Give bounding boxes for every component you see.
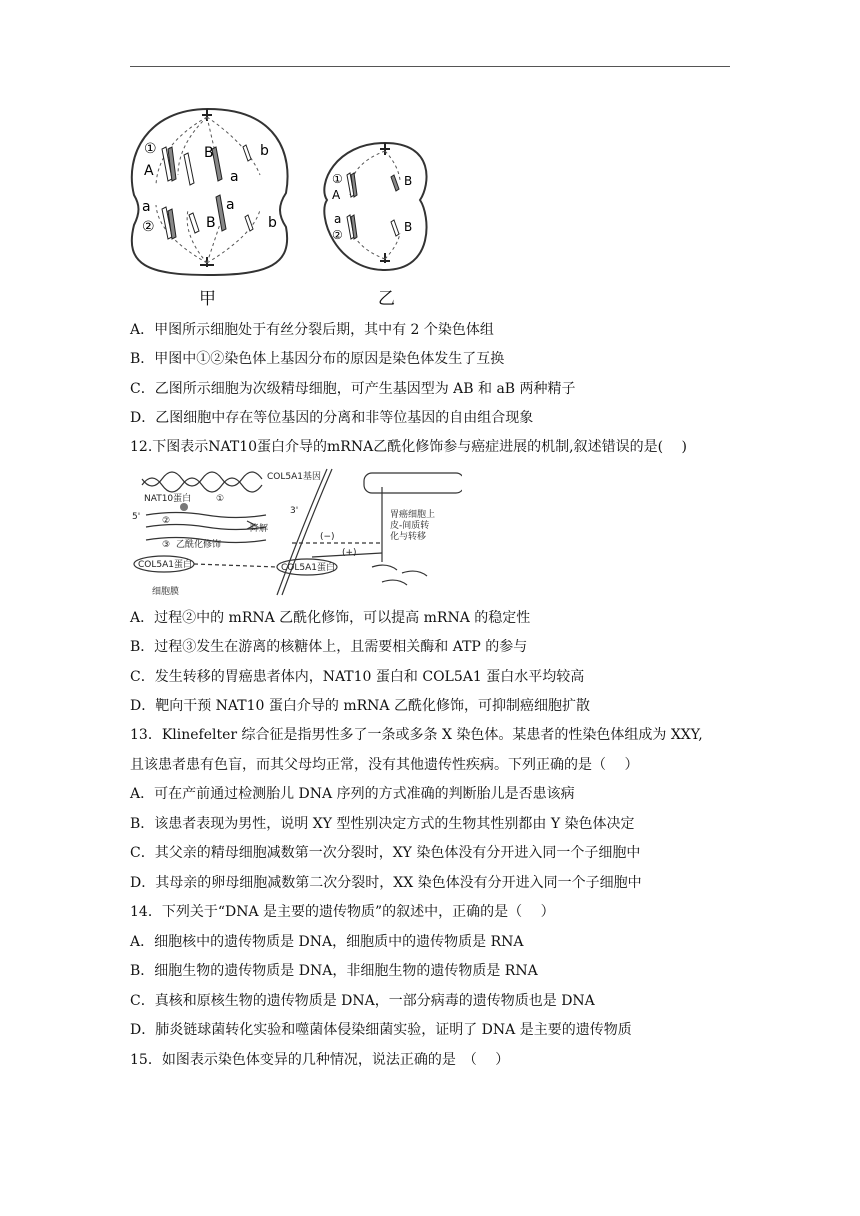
five-prime-label: 5' — [132, 512, 141, 522]
q13-stem-line1: 13．Klinefelter 综合征是指男性多了一条或多条 X 染色体。某患者的性染色体组成为 XXY, — [130, 727, 703, 743]
protein-label-right: COL5A1蛋白 — [281, 563, 335, 573]
plus-label: (+) — [342, 548, 357, 558]
label-jia: 甲 — [199, 289, 216, 309]
q14-option-d: D．肺炎链球菌转化实验和噬菌体侵染细菌实验，证明了 DNA 是主要的遗传物质 — [130, 1022, 632, 1038]
q12-option-c: C．发生转移的胃癌患者体内，NAT10 蛋白和 COL5A1 蛋白水平均较高 — [130, 669, 585, 685]
q12-stem: 12.下图表示NAT10蛋白介导的mRNA乙酰化修饰参与癌症进展的机制,叙述错误的是( ) — [130, 439, 688, 455]
cell-jia-outline — [132, 109, 288, 275]
q11-option-d: D．乙图细胞中存在等位基因的分离和非等位基因的自由组合现象 — [130, 410, 534, 426]
header-rule — [130, 66, 730, 67]
cancer-label-3: 化与转移 — [390, 532, 427, 542]
jia-circle-1: ① — [144, 141, 157, 157]
yi-gene-A: A — [332, 188, 341, 202]
cell-division-figure — [128, 105, 428, 305]
jia-gene-a-left: a — [142, 199, 151, 215]
acetyl-label: 乙酰化修饰 — [176, 540, 222, 550]
q12-option-d: D．靶向干预 NAT10 蛋白介导的 mRNA 乙酰化修饰，可抑制癌细胞扩散 — [130, 698, 590, 714]
yi-gene-B-low: B — [404, 220, 413, 234]
q11-option-c: C．乙图所示细胞为次级精母细胞，可产生基因型为 AB 和 aB 两种精子 — [130, 381, 576, 397]
jia-gene-a-low: a — [226, 197, 235, 213]
jia-gene-b-low: b — [268, 215, 277, 231]
q12-option-a: A．过程②中的 mRNA 乙酰化修饰，可以提高 mRNA 的稳定性 — [130, 610, 531, 626]
q13-option-a: A．可在产前通过检测胎儿 DNA 序列的方式准确的判断胎儿是否患该病 — [130, 786, 575, 802]
q15-stem: 15．如图表示染色体变异的几种情况，说法正确的是 （ ） — [130, 1052, 510, 1068]
yi-circle-2: ② — [332, 228, 343, 242]
cancer-label-2: 皮-间质转 — [390, 521, 430, 531]
jia-circle-2: ② — [142, 219, 155, 235]
nat10-label: NAT10蛋白 — [144, 494, 192, 504]
q14-option-a: A．细胞核中的遗传物质是 DNA，细胞质中的遗传物质是 RNA — [130, 934, 524, 950]
col5a1-gene-label: COL5A1基因 — [267, 472, 321, 482]
jia-gene-B: B — [204, 145, 214, 161]
membrane-label: 细胞膜 — [152, 587, 180, 597]
minus-label: (−) — [320, 532, 335, 542]
three-prime-label: 3' — [290, 506, 299, 516]
yi-circle-1: ① — [332, 172, 343, 186]
q14-stem: 14．下列关于“DNA 是主要的遗传物质”的叙述中，正确的是（ ） — [130, 904, 555, 920]
cell-yi-outline — [324, 143, 426, 270]
protein-label-left: COL5A1蛋白 — [138, 560, 192, 570]
jia-gene-a-mid: a — [230, 169, 239, 185]
q13-option-c: C．其父亲的精母细胞减数第一次分裂时，XY 染色体没有分开进入同一个子细胞中 — [130, 845, 641, 861]
yi-gene-B: B — [404, 174, 413, 188]
step3-label: ③ — [162, 540, 171, 550]
q13-stem-line2: 且该患者患有色盲，而其父母均正常，没有其他遗传性疾病。下列正确的是（ ） — [130, 757, 639, 773]
jia-gene-b: b — [260, 143, 269, 159]
cancer-label-1: 胃癌细胞上 — [390, 510, 436, 520]
q11-option-b: B．甲图中①②染色体上基因分布的原因是染色体发生了互换 — [130, 351, 505, 367]
jia-gene-A: A — [144, 163, 154, 179]
q11-option-a: A．甲图所示细胞处于有丝分裂后期，其中有 2 个染色体组 — [130, 322, 494, 338]
q13-option-b: B．该患者表现为男性，说明 XY 型性别决定方式的生物其性别都由 Y 染色体决定 — [130, 816, 635, 832]
step2-label: ② — [162, 516, 171, 526]
step1-label: ① — [216, 494, 225, 504]
jia-gene-B-low: B — [206, 215, 216, 231]
nat10-mechanism-figure — [132, 467, 462, 597]
yi-gene-a: a — [334, 212, 342, 226]
q13-option-d: D．其母亲的卵母细胞减数第二次分裂时，XX 染色体没有分开进入同一个子细胞中 — [130, 875, 642, 891]
degrade-label: 降解 — [250, 524, 269, 534]
q14-option-c: C．真核和原核生物的遗传物质是 DNA，一部分病毒的遗传物质也是 DNA — [130, 993, 595, 1009]
q12-option-b: B．过程③发生在游离的核糖体上，且需要相关酶和 ATP 的参与 — [130, 639, 528, 655]
label-yi: 乙 — [378, 289, 395, 309]
q14-option-b: B．细胞生物的遗传物质是 DNA，非细胞生物的遗传物质是 RNA — [130, 963, 538, 979]
